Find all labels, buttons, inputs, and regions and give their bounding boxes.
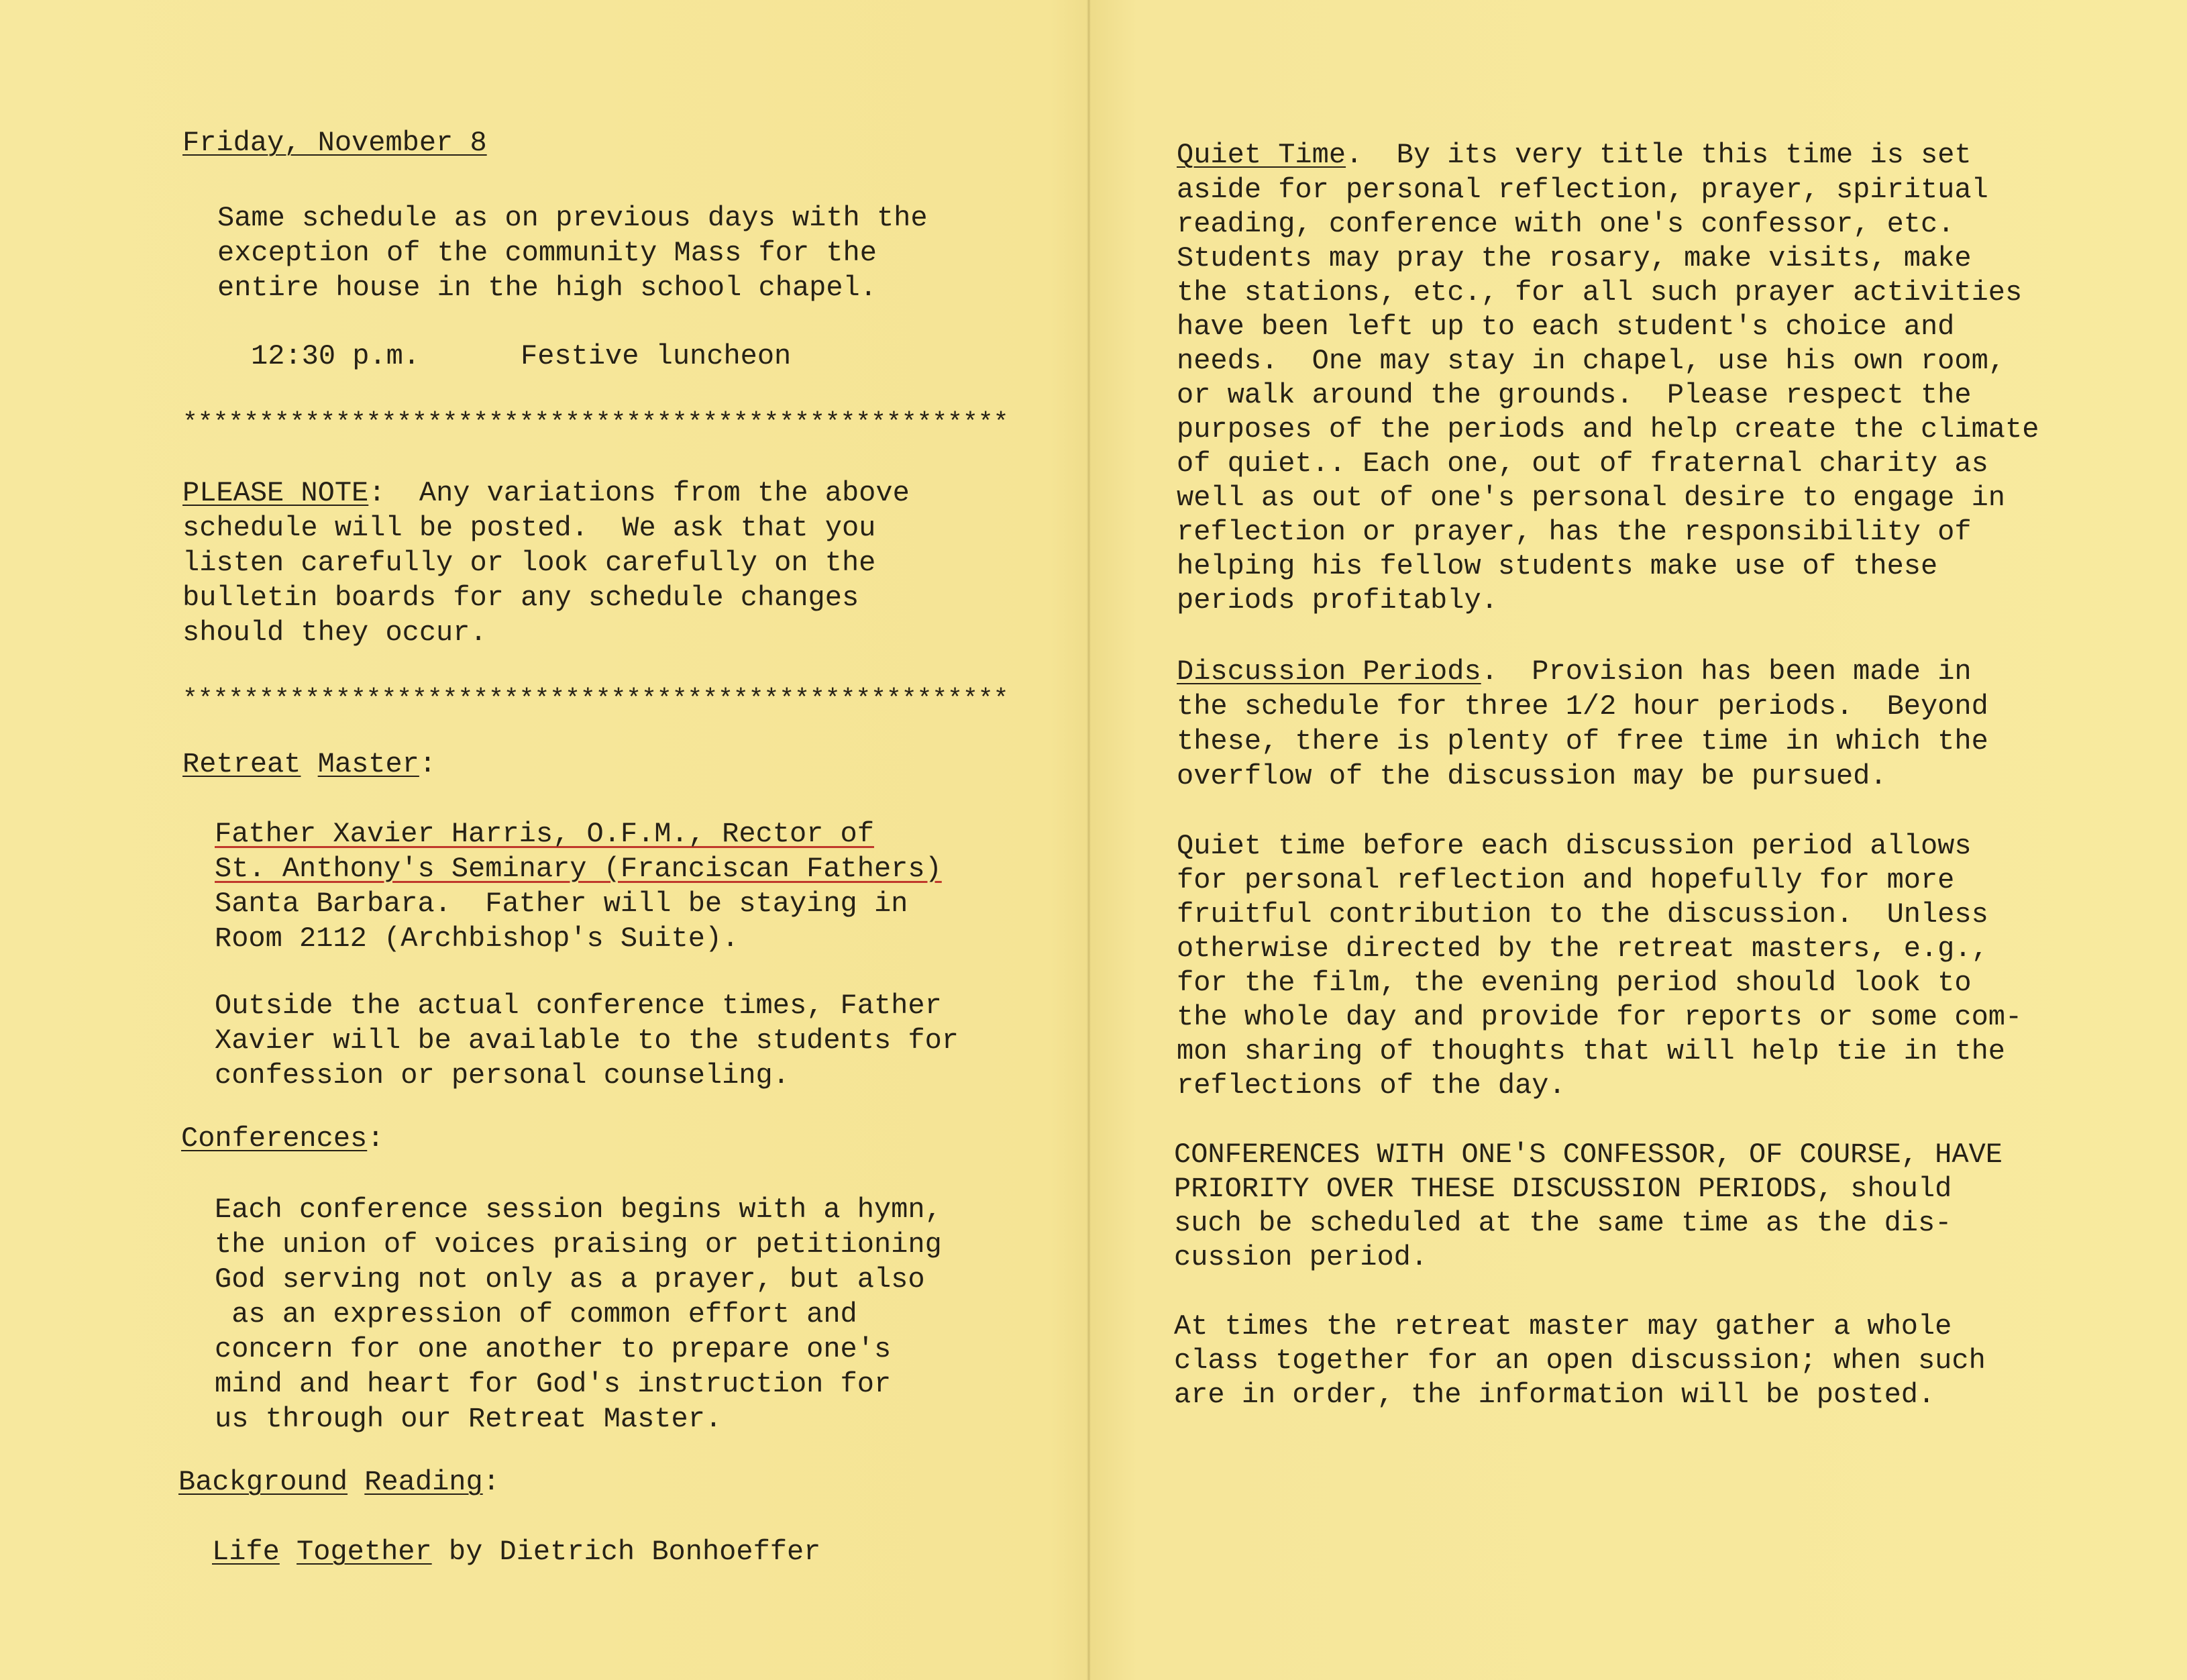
master-word: Master [317,748,419,780]
quiet-before-line-6: the whole day and provide for reports or some com- [1177,1001,2023,1033]
quiet-time-line-14: periods profitably. [1177,584,1498,617]
conferences-line-6: mind and heart for God's instruction for [215,1368,892,1400]
please-note-text-1: : Any variations from the above [368,477,910,509]
separator-stars-2: ****************************************************** [182,685,1009,714]
outside-line-1: Outside the actual conference times, Father [215,990,942,1022]
quiet-before-line-8: reflections of the day. [1177,1069,1566,1102]
discussion-line-4: overflow of the discussion may be pursued. [1177,760,1887,792]
quiet-before-line-4: otherwise directed by the retreat masters, e.g., [1177,933,1988,965]
quiet-time-first: . By its very title this time is set [1346,139,1972,171]
quiet-before-line-7: mon sharing of thoughts that will help tie in the [1177,1035,2006,1067]
friday-heading: Friday, November 8 [182,127,487,159]
conferences-line-2: the union of voices praising or petitioning [215,1228,942,1261]
confessor-line-2: PRIORITY OVER THESE DISCUSSION PERIODS, should [1174,1173,1952,1205]
retreat-master-line-4: Room 2112 (Archbishop's Suite). [215,923,739,955]
discussion-line-3: these, there is plenty of free time in which the [1177,725,1988,757]
outside-line-3: confession or personal counseling. [215,1059,790,1092]
quiet-time-line-3: reading, conference with one's confessor, etc. [1177,208,1955,240]
conferences-line-4: as an expression of common effort and [215,1298,857,1330]
retreat-master-heading: Retreat Master: [182,748,437,780]
book-word-together: Together [297,1536,432,1568]
quiet-time-line-7: needs. One may stay in chapel, use his own room, [1177,345,2006,377]
discussion-periods-heading: Discussion Periods [1177,655,1481,688]
discussion-line-2: the schedule for three 1/2 hour periods. Beyond [1177,690,1988,723]
friday-line-2: exception of the community Mass for the [217,237,877,269]
quiet-time-line-5: the stations, etc., for all such prayer activities [1177,276,2023,309]
discussion-line-1 [1177,655,1972,688]
friday-line-3: entire house in the high school chapel. [217,272,877,304]
retreat-word: Retreat [182,748,301,780]
friday-time: 12:30 p.m. [251,340,421,372]
confessor-line-1: CONFERENCES WITH ONE'S CONFESSOR, OF COURSE, HAVE [1174,1139,2003,1171]
background-word: Background [178,1466,348,1498]
quiet-before-line-5: for the film, the evening period should look to [1177,967,1972,999]
quiet-time-line-13: helping his fellow students make use of these [1177,550,1938,582]
gather-line-2: class together for an open discussion; when such [1174,1345,1986,1377]
conferences-line-3: God serving not only as a prayer, but also [215,1263,925,1296]
quiet-time-line-8: or walk around the grounds. Please respect the [1177,379,1972,411]
reading-word: Reading [364,1466,483,1498]
quiet-time-line-6: have been left up to each student's choice and [1177,311,1955,343]
quiet-time-line-4: Students may pray the rosary, make visits, make [1177,242,1972,274]
please-note-line-3: listen carefully or look carefully on the [182,547,876,579]
conferences-line-1: Each conference session begins with a hymn, [215,1194,942,1226]
please-note-line-2: schedule will be posted. We ask that you [182,512,876,544]
quiet-before-line-1: Quiet time before each discussion period allows [1177,830,1972,862]
outside-line-2: Xavier will be available to the students for [215,1025,959,1057]
please-note-label: PLEASE NOTE [182,477,369,509]
quiet-before-line-3: fruitful contribution to the discussion. Unless [1177,898,1988,931]
quiet-before-line-2: for personal reflection and hopefully for more [1177,864,1955,896]
page-fold [1087,0,1091,1680]
conferences-word: Conferences [181,1122,368,1155]
retreat-master-name-2: St. Anthony's Seminary (Franciscan Fathers) [215,853,942,885]
quiet-time-heading: Quiet Time [1177,139,1346,171]
confessor-line-3: such be scheduled at the same time as the dis- [1174,1207,1952,1239]
quiet-time-line-1 [1177,138,1972,172]
book-title-line [212,1535,820,1569]
conferences-line-5: concern for one another to prepare one's [215,1333,892,1365]
quiet-time-line-10: of quiet.. Each one, out of fraternal charity as [1177,448,1988,480]
please-note-line-4: bulletin boards for any schedule changes [182,582,859,614]
please-note-line-1 [182,476,910,510]
gather-line-1: At times the retreat master may gather a whole [1174,1310,1952,1343]
book-author: by Dietrich Bonhoeffer [431,1536,821,1568]
quiet-time-line-12: reflection or prayer, has the responsibility of [1177,516,1972,548]
retreat-master-name-1: Father Xavier Harris, O.F.M., Rector of [215,818,874,850]
background-reading-heading: Background Reading: [178,1466,500,1498]
book-word-life: Life [212,1536,280,1568]
conferences-heading: Conferences: [181,1122,384,1155]
retreat-master-line-3: Santa Barbara. Father will be staying in [215,888,908,920]
confessor-line-4: cussion period. [1174,1241,1428,1273]
friday-line-1: Same schedule as on previous days with the [217,202,928,234]
gather-line-3: are in order, the information will be posted. [1174,1379,1935,1411]
separator-stars-1: ****************************************************** [182,409,1009,437]
please-note-line-5: should they occur. [182,617,487,649]
conferences-line-7: us through our Retreat Master. [215,1403,723,1435]
discussion-first: . Provision has been made in [1481,655,1972,688]
quiet-time-line-9: purposes of the periods and help create the climate [1177,413,2039,445]
quiet-time-line-11: well as out of one's personal desire to engage in [1177,482,2006,514]
quiet-time-line-2: aside for personal reflection, prayer, spiritual [1177,174,1988,206]
friday-event: Festive luncheon [521,340,792,372]
